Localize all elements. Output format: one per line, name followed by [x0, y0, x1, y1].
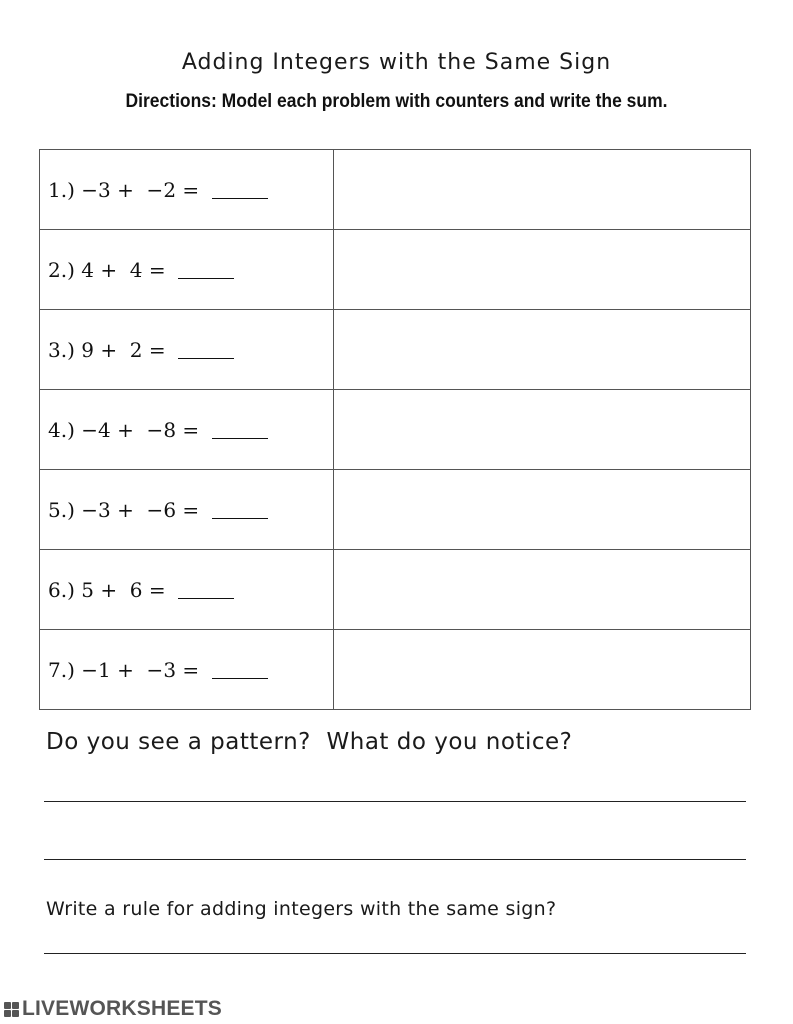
problem-row — [40, 150, 751, 230]
answer-blank[interactable] — [178, 597, 234, 599]
problem-text: 2.) 4 + 4 = — [48, 257, 172, 282]
rule-answer-line[interactable] — [44, 953, 746, 954]
problem-cell — [40, 550, 334, 630]
problem-cell — [40, 470, 334, 550]
problem-cell — [40, 630, 334, 710]
model-area[interactable] — [334, 390, 751, 470]
rule-question: Write a rule for adding integers with the same sign? — [46, 898, 557, 920]
model-area[interactable] — [334, 310, 751, 390]
model-area[interactable] — [334, 230, 751, 310]
worksheet-title: Adding Integers with the Same Sign — [181, 50, 612, 75]
answer-blank[interactable] — [212, 677, 268, 679]
problem-cell — [40, 310, 334, 390]
problem-row — [40, 470, 751, 550]
directions-text: Directions: Model each problem with counters and write the sum. — [125, 91, 668, 112]
problem-row — [40, 390, 751, 470]
model-area[interactable] — [334, 470, 751, 550]
problem-cell — [40, 230, 334, 310]
problem-row — [40, 630, 751, 710]
brand-name: LIVEWORKSHEETS — [22, 997, 222, 1020]
pattern-answer-line-1[interactable] — [44, 801, 746, 802]
answer-blank[interactable] — [178, 277, 234, 279]
problem-table — [39, 149, 751, 710]
answer-blank[interactable] — [212, 517, 268, 519]
pattern-answer-line-2[interactable] — [44, 859, 746, 860]
problem-cell — [40, 150, 334, 230]
model-area[interactable] — [334, 630, 751, 710]
liveworksheets-logo-icon — [4, 1002, 19, 1017]
model-area[interactable] — [334, 550, 751, 630]
problem-text: 1.) −3 + −2 = — [48, 177, 206, 202]
problem-row — [40, 230, 751, 310]
problem-text: 6.) 5 + 6 = — [48, 577, 172, 602]
problem-cell — [40, 390, 334, 470]
problem-text: 3.) 9 + 2 = — [48, 337, 172, 362]
problem-text: 4.) −4 + −8 = — [48, 417, 206, 442]
pattern-question: Do you see a pattern? What do you notice? — [46, 729, 573, 755]
answer-blank[interactable] — [212, 197, 268, 199]
problem-row — [40, 310, 751, 390]
problem-row — [40, 550, 751, 630]
model-area[interactable] — [334, 150, 751, 230]
problem-text: 5.) −3 + −6 = — [48, 497, 206, 522]
answer-blank[interactable] — [178, 357, 234, 359]
problem-text: 7.) −1 + −3 = — [48, 657, 206, 682]
liveworksheets-brand — [4, 996, 222, 1022]
answer-blank[interactable] — [212, 437, 268, 439]
